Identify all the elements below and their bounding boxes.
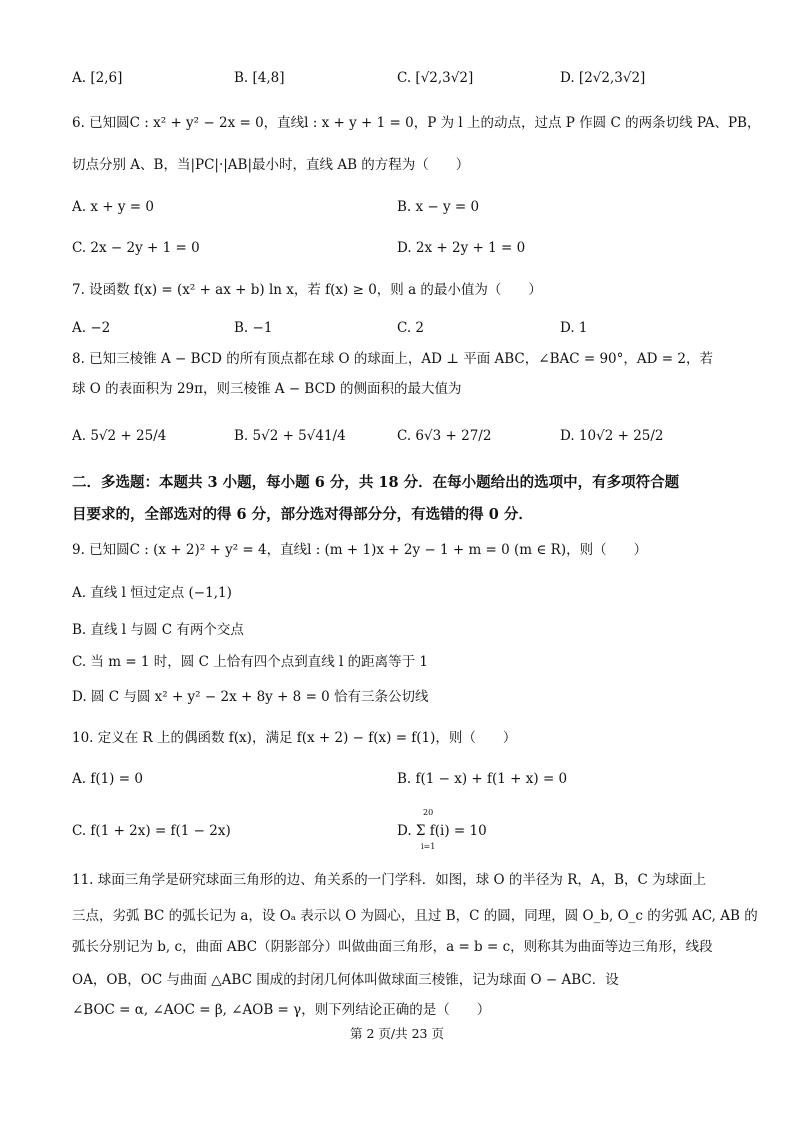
q10-option-a: A. f(1) = 0	[72, 771, 143, 787]
q11-stem-line-1: 11. 球面三角学是研究球面三角形的边、角关系的一门学科．如图，球 O 的半径为 R，A，B，C 为球面上	[72, 872, 707, 888]
q7-option-c: C. 2	[397, 320, 425, 336]
q6-stem-line-2: 切点分别 A、B，当|PC|·|AB|最小时，直线 AB 的方程为（ ）	[72, 157, 470, 173]
q7-stem: 7. 设函数 f(x) = (x² + ax + b) ln x，若 f(x) ≥ 0，则 a 的最小值为（ ）	[72, 282, 542, 298]
q10-sum-lower-limit: i=1	[421, 842, 436, 851]
q10-option-d: D. Σ f(i) = 10	[397, 823, 487, 839]
q9-stem: 9. 已知圆C : (x + 2)² + y² = 4，直线l : (m + 1)x + 2y − 1 + m = 0 (m ∈ R)，则（ ）	[72, 542, 648, 558]
q9-option-b: B. 直线 l 与圆 C 有两个交点	[72, 622, 244, 638]
q8-stem-line-1: 8. 已知三棱锥 A − BCD 的所有顶点都在球 O 的球面上，AD ⊥ 平面 ABC，∠BAC = 90°，AD = 2，若	[72, 351, 713, 367]
q10-sum-upper-limit: 20	[423, 808, 434, 817]
q8-stem-line-2: 球 O 的表面积为 29π，则三棱锥 A − BCD 的侧面积的最大值为	[72, 381, 462, 397]
q11-stem-line-3: 弧长分别记为 b, c，曲面 ABC（阴影部分）叫做曲面三角形，a = b = c，则称其为曲面等边三角形，线段	[72, 939, 713, 955]
section-2-heading-line-2: 目要求的，全部选对的得 6 分，部分选对得部分分，有选错的得 0 分．	[72, 506, 533, 523]
q10-stem: 10. 定义在 R 上的偶函数 f(x)，满足 f(x + 2) − f(x) = f(1)，则（ ）	[72, 730, 517, 746]
section-2-heading-line-1: 二．多选题：本题共 3 小题，每小题 6 分，共 18 分．在每小题给出的选项中，有多项符合题	[72, 474, 680, 491]
q9-option-d: D. 圆 C 与圆 x² + y² − 2x + 8y + 8 = 0 恰有三条公切线	[72, 689, 429, 705]
q8-option-b: B. 5√2 + 5√41/4	[234, 428, 346, 444]
q8-option-c: C. 6√3 + 27/2	[397, 428, 492, 444]
q11-stem-line-4: OA，OB，OC 与曲面 △ABC 围成的封闭几何体叫做球面三棱锥，记为球面 O − ABC．设	[72, 972, 619, 988]
q10-option-b: B. f(1 − x) + f(1 + x) = 0	[397, 771, 568, 787]
q7-option-a: A. −2	[72, 320, 111, 336]
q7-option-b: B. −1	[234, 320, 273, 336]
q6-stem-line-1: 6. 已知圆C : x² + y² − 2x = 0，直线l : x + y + 1 = 0，P 为 l 上的动点，过点 P 作圆 C 的两条切线 PA、PB，	[72, 115, 761, 131]
q6-option-c: C. 2x − 2y + 1 = 0	[72, 240, 200, 256]
q5-option-a: A. [2,6]	[72, 70, 123, 86]
q10-option-c: C. f(1 + 2x) = f(1 − 2x)	[72, 823, 231, 839]
q5-option-d: D. [2√2,3√2]	[560, 70, 646, 86]
q9-option-c: C. 当 m = 1 时，圆 C 上恰有四个点到直线 l 的距离等于 1	[72, 654, 428, 670]
q6-option-a: A. x + y = 0	[72, 199, 154, 215]
q11-stem-line-5: ∠BOC = α, ∠AOC = β, ∠AOB = γ，则下列结论正确的是（ ）	[72, 1002, 491, 1018]
q7-option-d: D. 1	[560, 320, 588, 336]
q5-option-c: C. [√2,3√2]	[397, 70, 474, 86]
q6-option-b: B. x − y = 0	[397, 199, 480, 215]
q6-option-d: D. 2x + 2y + 1 = 0	[397, 240, 526, 256]
q8-option-d: D. 10√2 + 25/2	[560, 428, 664, 444]
q11-stem-line-2: 三点，劣弧 BC 的弧长记为 a，设 Oₐ 表示以 O 为圆心，且过 B，C 的圆，同理，圆 O_b, O_c 的劣弧 AC, AB 的	[72, 908, 758, 924]
q8-option-a: A. 5√2 + 25/4	[72, 428, 167, 444]
q9-option-a: A. 直线 l 恒过定点 (−1,1)	[72, 585, 232, 601]
q5-option-b: B. [4,8]	[234, 70, 285, 86]
page-footer: 第 2 页/共 23 页	[350, 1026, 444, 1041]
